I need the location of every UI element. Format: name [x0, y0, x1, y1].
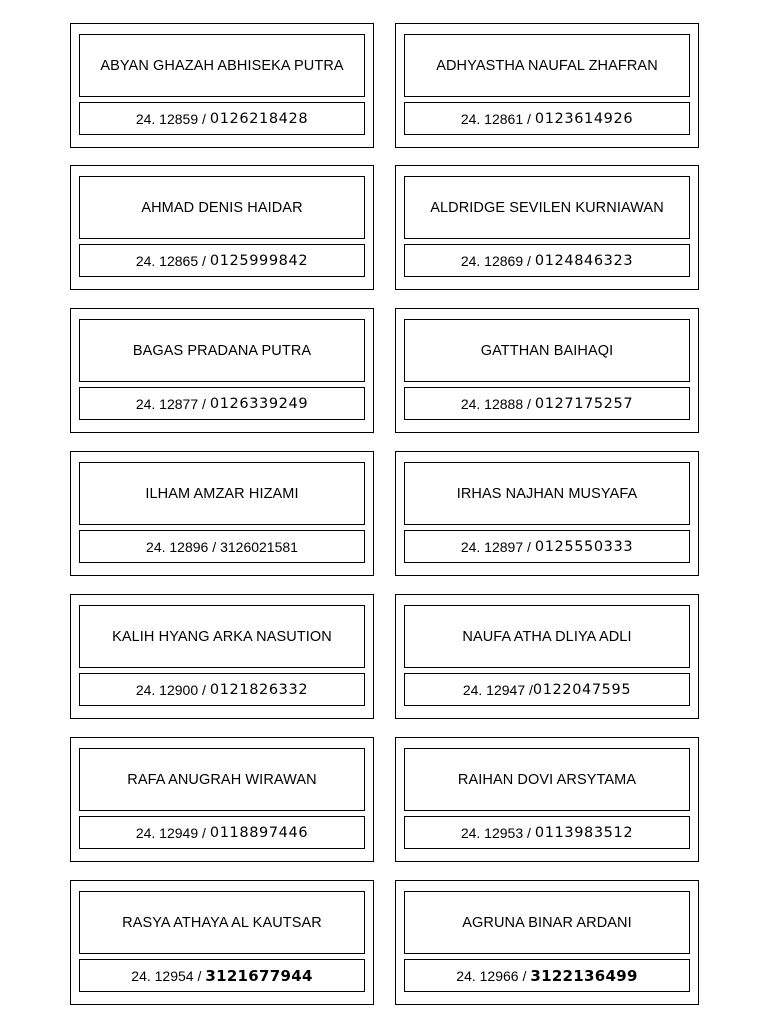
student-id-number: 3126021581 — [220, 538, 298, 555]
student-id-number: 0122047595 — [532, 681, 632, 698]
student-name: AHMAD DENIS HAIDAR — [141, 199, 303, 216]
student-id-prefix: 24. 12859 / — [135, 110, 206, 127]
id-box — [404, 244, 690, 277]
name-box — [404, 176, 690, 239]
student-id-prefix: 24. 12954 / — [131, 967, 202, 984]
student-id-prefix: 24. 12966 / — [456, 967, 527, 984]
student-card — [395, 880, 699, 1005]
id-box — [404, 959, 690, 992]
student-id-number: 3121677944 — [205, 966, 313, 985]
student-id-prefix: 24. 12947 / — [462, 681, 533, 698]
student-card — [70, 308, 374, 433]
name-box — [79, 462, 365, 525]
id-box — [404, 816, 690, 849]
id-box — [79, 816, 365, 849]
student-id-prefix: 24. 12888 / — [460, 395, 531, 412]
student-card — [395, 165, 699, 290]
student-name: ABYAN GHAZAH ABHISEKA PUTRA — [100, 57, 344, 74]
student-name: ADHYASTHA NAUFAL ZHAFRAN — [436, 57, 658, 74]
student-id-number: 0125999842 — [209, 252, 309, 269]
name-box — [404, 891, 690, 954]
id-box — [79, 959, 365, 992]
student-name: KALIH HYANG ARKA NASUTION — [112, 628, 332, 645]
student-card — [70, 451, 374, 576]
student-id-prefix: 24. 12861 / — [460, 110, 531, 127]
student-card — [395, 451, 699, 576]
id-box — [79, 244, 365, 277]
name-box — [404, 34, 690, 97]
id-box — [404, 387, 690, 420]
student-name: GATTHAN BAIHAQI — [480, 342, 614, 359]
student-id-number: 0126339249 — [209, 395, 309, 412]
student-id-prefix: 24. 12896 / — [146, 538, 217, 555]
student-id-number: 0126218428 — [209, 110, 309, 127]
student-name: NAUFA ATHA DLIYA ADLI — [462, 628, 632, 645]
name-box — [79, 34, 365, 97]
student-name: RAFA ANUGRAH WIRAWAN — [127, 771, 317, 788]
student-card — [70, 165, 374, 290]
student-card — [70, 880, 374, 1005]
student-name: RAIHAN DOVI ARSYTAMA — [457, 771, 637, 788]
student-name: ALDRIDGE SEVILEN KURNIAWAN — [430, 199, 664, 216]
student-id-prefix: 24. 12900 / — [135, 681, 206, 698]
student-name: RASYA ATHAYA AL KAUTSAR — [122, 914, 322, 931]
id-box — [79, 387, 365, 420]
name-box — [404, 605, 690, 668]
student-card — [395, 594, 699, 719]
student-card — [395, 23, 699, 148]
name-box — [79, 319, 365, 382]
student-card — [395, 737, 699, 862]
student-id-prefix: 24. 12949 / — [135, 824, 206, 841]
student-id-number: 0123614926 — [534, 110, 634, 127]
student-id-number: 0124846323 — [534, 252, 634, 269]
id-box — [79, 673, 365, 706]
student-id-number: 0125550333 — [534, 538, 634, 555]
student-id-number: 0113983512 — [534, 824, 634, 841]
student-id-prefix: 24. 12877 / — [135, 395, 206, 412]
student-name: IRHAS NAJHAN MUSYAFA — [456, 485, 638, 502]
name-box — [79, 605, 365, 668]
student-id-prefix: 24. 12869 / — [460, 252, 531, 269]
id-box — [404, 530, 690, 563]
student-name: AGRUNA BINAR ARDANI — [462, 914, 632, 931]
student-id-number: 0121826332 — [209, 681, 309, 698]
id-box — [79, 102, 365, 135]
student-name: BAGAS PRADANA PUTRA — [132, 342, 312, 359]
id-box — [404, 102, 690, 135]
student-id-prefix: 24. 12953 / — [460, 824, 531, 841]
name-box — [404, 462, 690, 525]
id-box — [404, 673, 690, 706]
student-id-number: 3122136499 — [530, 966, 638, 985]
student-id-number: 0127175257 — [534, 395, 634, 412]
student-id-prefix: 24. 12897 / — [460, 538, 531, 555]
student-id-number: 0118897446 — [209, 824, 309, 841]
id-box — [79, 530, 365, 563]
name-box — [79, 176, 365, 239]
name-box — [79, 891, 365, 954]
student-card — [70, 737, 374, 862]
student-card — [70, 594, 374, 719]
student-id-prefix: 24. 12865 / — [135, 252, 206, 269]
name-box — [79, 748, 365, 811]
student-card — [395, 308, 699, 433]
name-box — [404, 319, 690, 382]
student-name: ILHAM AMZAR HIZAMI — [145, 485, 299, 502]
name-box — [404, 748, 690, 811]
student-card — [70, 23, 374, 148]
